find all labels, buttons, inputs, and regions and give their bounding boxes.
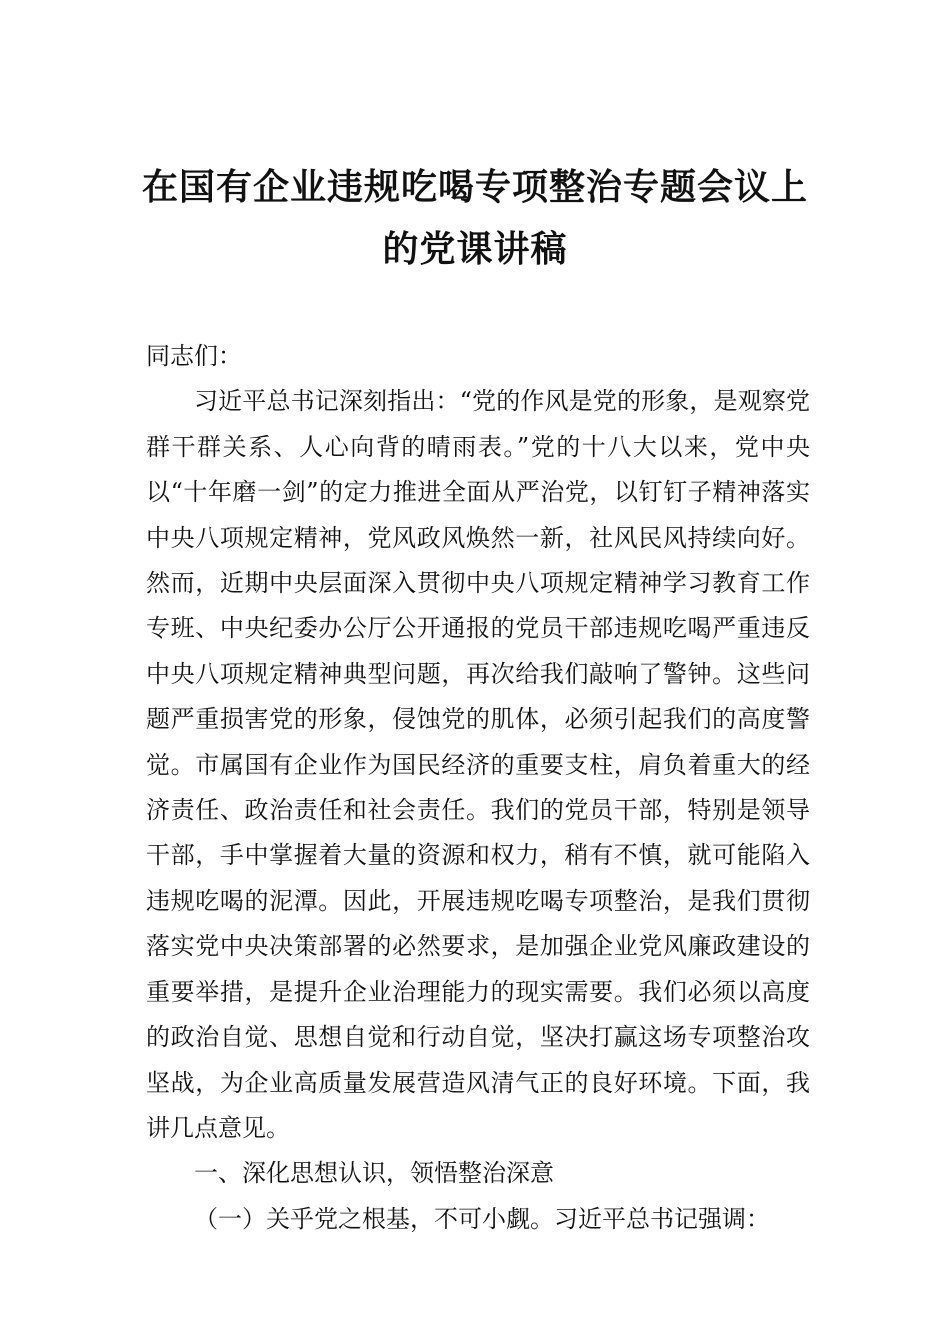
document-title-line-2: 的党课讲稿	[382, 228, 568, 270]
document-body	[146, 334, 810, 1242]
document-title	[140, 156, 810, 280]
section-heading-1: 一、深化思想认识，领悟整治深意	[194, 1159, 554, 1188]
subsection-1-text: （一）关乎党之根基，不可小觑。习近平总书记强调：	[194, 1204, 770, 1233]
salutation: 同志们：	[146, 342, 242, 370]
paragraph-intro: 习近平总书记深刻指出：“党的作风是党的形象，是观察党群干群关系、人心向背的晴雨表。”党的十八大以来，党中央以“十年磨一剑”的定力推进全面从严治党，以钉钉子精神落实中央八项规定精神，党风政风焕然一新，社风民风持续向好。然而，近期中央层面深入贯彻中央八项规定精神学习教育工作专班、中央纪委办公厅公开通报的党员干部违规吃喝严重违反中央八项规定精神典型问题，再次给我们敲响了警钟。这些问题严重损害党的形象，侵蚀党的肌体，必须引起我们的高度警觉。市属国有企业作为国民经济的重要支柱，肩负着重大的经济责任、政治责任和社会责任。我们的党员干部，特别是领导干部，手中掌握着大量的资源和权力，稍有不慎，就可能陷入违规吃喝的泥潭。因此，开展违规吃喝专项整治，是我们贯彻落实党中央决策部署的必然要求，是加强企业党风廉政建设的重要举措，是提升企业治理能力的现实需要。我们必须以高度的政治自觉、思想自觉和行动自觉，坚决打赢这场专项整治攻坚战，为企业高质量发展营造风清气正的良好环境。下面，我讲几点意见。	[146, 387, 810, 1142]
document-title-line-1: 在国有企业违规吃喝专项整治专题会议上	[141, 166, 808, 208]
